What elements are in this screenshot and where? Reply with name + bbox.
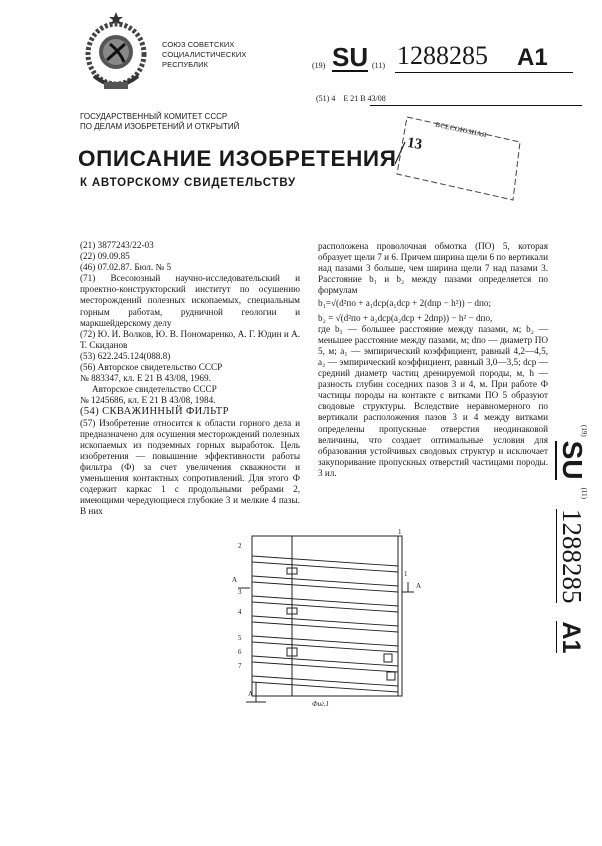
side-patent-number: 1288285 — [557, 508, 587, 604]
field-46: (46) 07.02.87. Бюл. № 5 — [80, 262, 172, 273]
stamp-text: ВСЕСОЮЗНАЯ — [434, 120, 488, 140]
field-21: (21) 3877243/22-03 — [80, 240, 154, 250]
number-tag: (11) — [372, 61, 386, 70]
side-kind-code: A1 — [557, 621, 585, 654]
side-country-code: SU — [557, 440, 588, 480]
ipc-class: E 21 B 43/08 — [343, 94, 386, 103]
patent-number-header — [312, 41, 602, 74]
ipc-tag: (51) 4 — [316, 94, 336, 103]
drawing-label: 6 — [238, 648, 242, 656]
abstract-continued — [318, 241, 548, 479]
committee-line: ГОСУДАРСТВЕННЫЙ КОМИТЕТ СССР — [80, 112, 228, 121]
field-53: (53) 622.245.124(088.8) — [80, 350, 171, 361]
country-code: SU — [332, 42, 369, 72]
union-name — [162, 40, 246, 70]
section-label: А — [248, 690, 254, 698]
field-72: (72) Ю. И. Волков, Ю. В. Пономаренко, А. Г. Юдин и А. Т. Скиданов — [80, 328, 300, 350]
drawing-label: 1 — [404, 570, 408, 578]
union-line: СОЮЗ СОВЕТСКИХ — [162, 40, 235, 49]
library-stamp — [395, 112, 525, 202]
formula-b2: b₂ = √(d²по + a₂dср(a₂dср + 2dпр)) − h² − dпо, — [318, 312, 493, 323]
side-number-tag: (11) — [580, 487, 588, 499]
field-56: № 883347, кл. Е 21 В 43/08, 1969. — [80, 373, 211, 384]
ussr-coat-of-arms-icon — [80, 10, 152, 96]
stamp-number: 13 — [406, 135, 424, 153]
field-71: (71) Всесоюзный научно-исследовательский и проектно-конструкторский институт по осушению месторождений полезных ископаемых, специальным горным работам, рудничной геологии и маркшейдерскому делу — [80, 273, 300, 328]
figure-caption: Фиг.1 — [312, 700, 330, 708]
field-54-title: (54) СКВАЖИННЫЙ ФИЛЬТР — [80, 406, 229, 418]
side-country-tag: (19) — [580, 425, 588, 437]
side-patent-number — [548, 425, 588, 685]
drawing-label: 2 — [238, 542, 242, 550]
bibliographic-data — [80, 240, 300, 517]
kind-code: A1 — [517, 44, 548, 71]
drawing-label: 7 — [238, 662, 242, 670]
committee-line: ПО ДЕЛАМ ИЗОБРЕТЕНИЙ И ОТКРЫТИЙ — [80, 122, 240, 131]
drawing-label: 3 — [238, 588, 242, 596]
drawing-label: 5 — [238, 634, 242, 642]
union-line: СОЦИАЛИСТИЧЕСКИХ — [162, 50, 247, 59]
drawing-label: 4 — [238, 608, 242, 616]
field-56: (56) Авторское свидетельство СССР — [80, 362, 223, 373]
country-tag: (19) — [312, 61, 326, 70]
document-subtitle: К АВТОРСКОМУ СВИДЕТЕЛЬСТВУ — [80, 177, 296, 189]
union-line: РЕСПУБЛИК — [162, 60, 209, 69]
abstract-paragraph: где b₁ — большее расстояние между пазами, м; b₂ — меньшее расстояние между пазами, м; dпо — диаметр ПО 5, м; a₁ — эмпирический коэффициент, равный 4,2—4,5, a₂ — эмпирический коэффициент, равный 3,0—3,5; dср — средний диаметр частиц дренируемой породы, м, h — разность глубин соседних пазов 3 и 4, м. При работе Ф частицы породы на контакте с витками ПО 5 образуют сводовые структуры. Вследствие неравномерного по вертикали расположения пазов 3 и 4 между витками определены пропускные отверстия неодинаковой величины, что создает оптимальные условия для образования устойчивых сводовых структур и исключает закупоривание пропускных отверстий частицами породы. 3 ил. — [318, 323, 548, 478]
drawing-label: 1 — [398, 528, 402, 536]
figure-1-drawing — [232, 528, 432, 712]
document-title: ОПИСАНИЕ ИЗОБРЕТЕНИЯ — [78, 146, 397, 171]
section-label: А — [232, 576, 238, 584]
underline — [395, 72, 573, 73]
field-56: Авторское свидетельство СССР — [92, 384, 217, 395]
ipc-classification — [316, 94, 586, 103]
section-mark: А — [416, 582, 422, 590]
field-22: (22) 09.09.85 — [80, 251, 130, 262]
abstract-paragraph: расположена проволочная обмотка (ПО) 5, которая образует щели 7 и 6. Причем ширина щели 6 по вертикали над пазами 3 больше, чем ширина щели 7 над пазами 3. Расстояние b₁ и b₂ между пазами определяется по формулам — [318, 241, 548, 296]
patent-number: 1288285 — [397, 41, 488, 70]
formula-b1: b₁=√(d²по + a₁dср(a₁dср + 2(dпр − h²)) − dпо; — [318, 298, 492, 309]
field-57-abstract: (57) Изобретение относится к области горного дела и предназначено для осушения месторождений полезных ископаемых из подземных горных выработок. Цель изобретения — повышение эффективности работы фильтра (Ф) за счет увеличения скважности и уменьшения контактных сопротивлений. Для этого Ф содержит каркас 1 с продольными ребрами 2, имеющими чередующиеся глубокие 3 и мелкие 4 пазы. В них — [80, 417, 300, 517]
field-56: № 1245686, кл. Е 21 В 43/08, 1984. — [80, 395, 216, 406]
committee — [80, 112, 239, 132]
underline — [370, 105, 582, 106]
